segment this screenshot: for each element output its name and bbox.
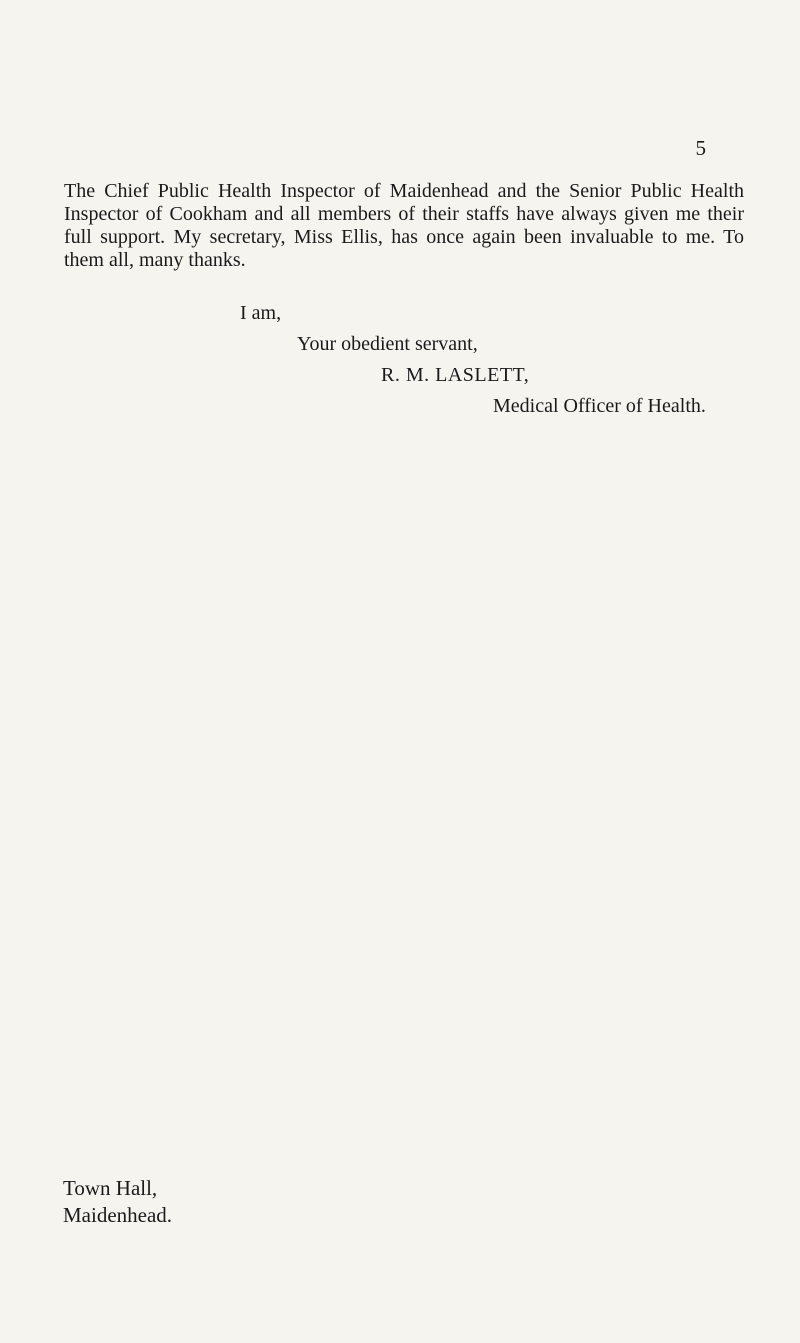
signatory-title: Medical Officer of Health. [493, 395, 706, 417]
closing-paragraph: The Chief Public Health Inspector of Maidenhead and the Senior Public Health Inspector of Cookham and all members of their staffs have always given me their full support. My secretary, Miss Ellis, has once again been invaluable to me. To them all, many thanks. [64, 180, 744, 271]
letter-closing: I am, [240, 302, 282, 324]
address-line-2: Maidenhead. [63, 1203, 173, 1227]
page-number: 5 [695, 136, 706, 160]
address-line-1: Town Hall, [63, 1176, 158, 1200]
signatory-name: R. M. LASLETT, [381, 364, 530, 386]
letter-salutation: Your obedient servant, [297, 333, 478, 355]
